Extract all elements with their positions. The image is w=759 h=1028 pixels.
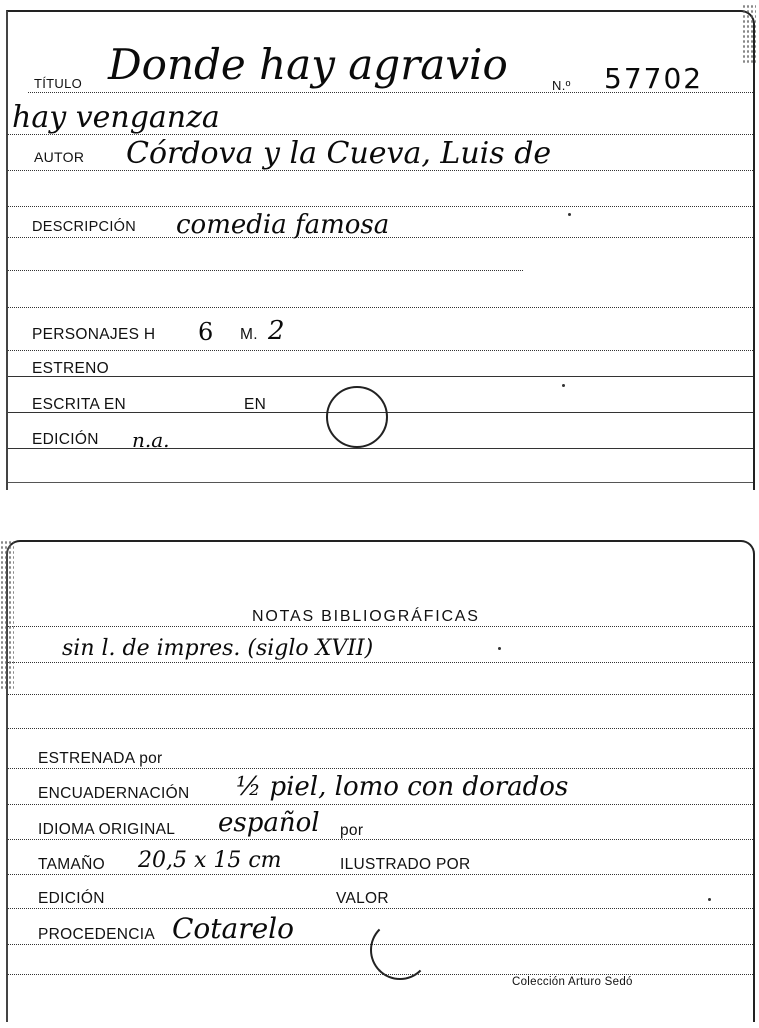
notas-heading: NOTAS BIBLIOGRÁFICAS (252, 608, 480, 625)
idioma-value: español (218, 808, 320, 838)
blank-rule-1 (8, 206, 753, 207)
personajes-rule (8, 350, 753, 351)
titulo-cont-rule (8, 134, 753, 135)
descripcion-label: DESCRIPCIÓN (32, 219, 137, 235)
notas-value: sin l. de impres. (siglo XVII) (62, 636, 374, 661)
escrita-en-label: EN (244, 396, 267, 413)
notas-rule (8, 662, 753, 663)
procedencia-label: PROCEDENCIA (38, 926, 155, 943)
edicion-label: EDICIÓN (32, 431, 99, 448)
coleccion-label: Colección Arturo Sedó (512, 976, 633, 988)
titulo-value: Donde hay agravio (108, 40, 508, 89)
autor-label: AUTOR (34, 149, 85, 165)
heading-rule (8, 626, 753, 627)
numero-value: 57702 (604, 62, 704, 95)
blank-rule-4 (8, 694, 753, 695)
scan-speck (568, 213, 571, 216)
scan-noise-bottom-left (0, 540, 14, 690)
estrenada-label: ESTRENADA por (38, 750, 163, 767)
descripcion-value: comedia famosa (176, 210, 390, 240)
edicion-label-back: EDICIÓN (38, 890, 105, 907)
titulo-rule (28, 92, 753, 93)
card-bottom-edge (8, 482, 753, 483)
tamano-label: TAMAÑO (38, 856, 105, 873)
tamano-value: 20,5 x 15 cm (138, 848, 282, 873)
personajes-h-value: 6 (198, 318, 214, 346)
titulo-value-continued: hay venganza (12, 100, 220, 135)
autor-value: Córdova y la Cueva, Luis de (126, 136, 552, 171)
edicion-back-rule (8, 908, 753, 909)
estrenada-rule (8, 768, 753, 769)
idioma-por-label: por (340, 822, 364, 839)
personajes-m-value: 2 (268, 316, 285, 346)
blank-rule-2 (8, 270, 523, 271)
descripcion-rule (8, 237, 753, 238)
scan-speck (562, 384, 565, 387)
ilustrado-label: ILUSTRADO POR (340, 856, 471, 873)
catalog-card-front (6, 10, 755, 490)
procedencia-value: Cotarelo (172, 912, 294, 945)
footer-rule (8, 974, 753, 975)
scan-noise-top-right (742, 4, 756, 64)
personajes-label: PERSONAJES H (32, 326, 156, 343)
blank-rule-3 (8, 307, 753, 308)
tamano-rule (8, 874, 753, 875)
valor-label: VALOR (336, 890, 389, 907)
personajes-m-label: M. (240, 326, 258, 343)
punch-hole-circle (326, 386, 388, 448)
idioma-label: IDIOMA ORIGINAL (38, 821, 176, 838)
edicion-rule (8, 448, 753, 449)
punch-hole-arc (370, 920, 430, 980)
encuadernacion-label: ENCUADERNACIÓN (38, 785, 190, 802)
titulo-label: TÍTULO (34, 76, 83, 91)
encuadernacion-value: ½ piel, lomo con dorados (236, 772, 569, 802)
idioma-rule (8, 839, 753, 840)
encuadernacion-rule (8, 804, 753, 805)
numero-label: N.º (552, 78, 571, 93)
autor-rule (8, 170, 753, 171)
escrita-label: ESCRITA EN (32, 396, 127, 413)
estreno-rule (8, 376, 753, 377)
catalog-card-back (6, 540, 755, 1022)
scan-speck (708, 898, 711, 901)
blank-rule-5 (8, 728, 753, 729)
estreno-label: ESTRENO (32, 360, 110, 377)
scan-speck (498, 647, 501, 650)
edicion-value: n.a. (132, 428, 170, 452)
